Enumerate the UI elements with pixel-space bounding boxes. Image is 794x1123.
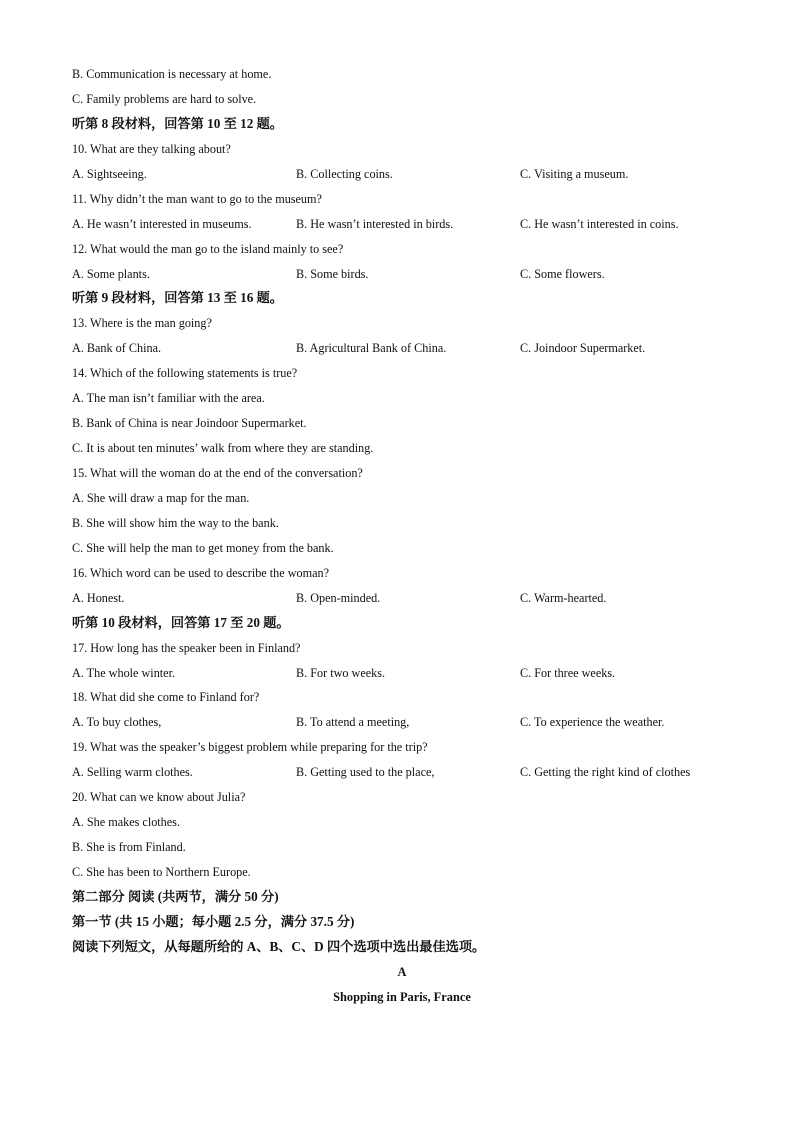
- section-heading: 第二部分 阅读 (共两节，满分 50 分): [72, 888, 279, 904]
- option-c: C. For three weeks.: [520, 665, 616, 680]
- option-c: C. Some flowers.: [520, 266, 605, 281]
- section-heading: 听第 10 段材料，回答第 17 至 20 题。: [72, 614, 290, 630]
- option-b: B. Some birds.: [296, 266, 369, 281]
- option-b: B. For two weeks.: [296, 665, 386, 680]
- text-line: 16. Which word can be used to describe the woman?: [72, 565, 329, 580]
- option-a: A. He wasn’t interested in museums.: [72, 216, 252, 231]
- passage-title: A: [397, 964, 407, 979]
- section-heading: 听第 9 段材料，回答第 13 至 16 题。: [72, 290, 283, 306]
- option-c: C. Joindoor Supermarket.: [520, 341, 646, 356]
- options-row: [72, 760, 732, 785]
- section-heading: 第一节 (共 15 小题；每小题 2.5 分，满分 37.5 分): [72, 913, 355, 929]
- option-c: C. Visiting a museum.: [520, 166, 629, 181]
- text-line: B. She is from Finland.: [72, 840, 186, 855]
- text-line: C. She will help the man to get money from the bank.: [72, 540, 334, 555]
- text-line: 11. Why didn’t the man want to go to the museum?: [72, 191, 322, 206]
- text-line: 12. What would the man go to the island mainly to see?: [72, 241, 344, 256]
- text-line: A. The man isn’t familiar with the area.: [72, 391, 265, 406]
- option-b: B. Open-minded.: [296, 590, 381, 605]
- options-row: [72, 336, 732, 361]
- option-b: B. He wasn’t interested in birds.: [296, 216, 454, 231]
- options-row: [72, 162, 732, 187]
- text-line: 15. What will the woman do at the end of the conversation?: [72, 466, 363, 480]
- options-row: [72, 586, 732, 611]
- option-c: C. To experience the weather.: [520, 715, 665, 730]
- option-a: A. Selling warm clothes.: [72, 765, 193, 780]
- text-line: A. She makes clothes.: [72, 815, 180, 830]
- option-a: A. Sightseeing.: [72, 166, 147, 181]
- section-heading: 听第 8 段材料，回答第 10 至 12 题。: [72, 115, 283, 131]
- options-row: [72, 710, 732, 735]
- text-line: B. Communication is necessary at home.: [72, 67, 272, 81]
- text-line: B. Bank of China is near Joindoor Supermarket.: [72, 416, 307, 431]
- text-line: C. Family problems are hard to solve.: [72, 91, 257, 106]
- text-line: 18. What did she come to Finland for?: [72, 690, 260, 705]
- option-b: B. To attend a meeting,: [296, 715, 410, 730]
- option-b: B. Collecting coins.: [296, 166, 393, 181]
- section-heading: 阅读下列短文，从每题所给的 A、B、C、D 四个选项中选出最佳选项。: [72, 938, 486, 954]
- option-c: C. Warm-hearted.: [520, 590, 607, 605]
- text-line: B. She will show him the way to the bank.: [72, 515, 279, 530]
- options-row: [72, 661, 732, 686]
- passage-title: Shopping in Paris, France: [333, 989, 471, 1004]
- options-row: [72, 262, 732, 287]
- text-line: 10. What are they talking about?: [72, 141, 231, 156]
- option-a: A. Some plants.: [72, 266, 150, 281]
- option-b: B. Agricultural Bank of China.: [296, 341, 447, 356]
- option-a: A. Honest.: [72, 590, 125, 605]
- option-a: A. Bank of China.: [72, 341, 162, 356]
- document-page: [72, 62, 732, 1010]
- text-line: A. She will draw a map for the man.: [72, 490, 250, 505]
- option-c: C. Getting the right kind of clothes: [520, 765, 691, 780]
- text-line: C. She has been to Northern Europe.: [72, 865, 251, 879]
- option-c: C. He wasn’t interested in coins.: [520, 216, 679, 231]
- option-b: B. Getting used to the place,: [296, 765, 435, 780]
- text-line: 14. Which of the following statements is true?: [72, 366, 298, 381]
- text-line: 20. What can we know about Julia?: [72, 790, 246, 805]
- text-line: 17. How long has the speaker been in Finland?: [72, 640, 301, 655]
- text-line: C. It is about ten minutes’ walk from where they are standing.: [72, 441, 374, 456]
- text-line: 13. Where is the man going?: [72, 316, 212, 331]
- option-a: A. To buy clothes,: [72, 715, 162, 730]
- text-line: 19. What was the speaker’s biggest problem while preparing for the trip?: [72, 740, 428, 755]
- option-a: A. The whole winter.: [72, 665, 176, 680]
- options-row: [72, 212, 732, 237]
